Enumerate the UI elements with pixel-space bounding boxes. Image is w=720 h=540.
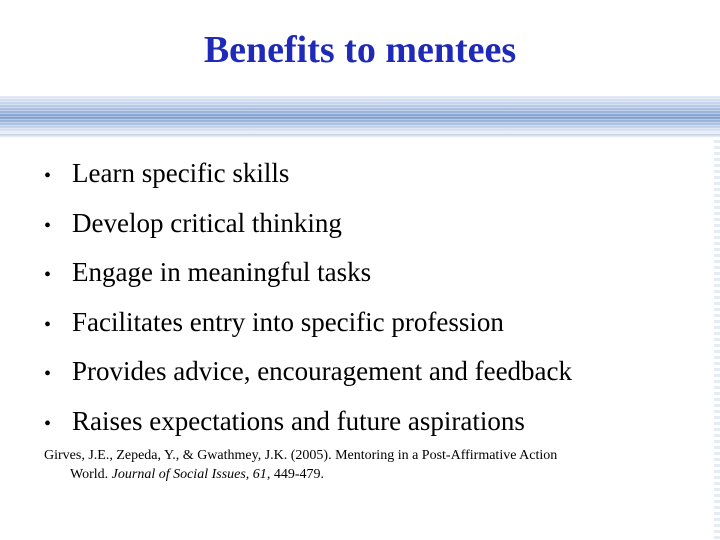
bullet-dot-icon: •	[44, 412, 52, 435]
bullet-text: Provides advice, encouragement and feedback	[72, 356, 573, 386]
slide-title: Benefits to mentees	[203, 29, 517, 71]
bullet-item	[44, 398, 694, 448]
right-edge-decoration	[714, 140, 720, 540]
bullet-item	[44, 150, 694, 200]
bullet-item	[44, 200, 694, 250]
title-bar-stripes	[0, 96, 720, 134]
title-bar-shadow	[0, 134, 720, 138]
bullet-dot-icon: •	[44, 264, 52, 286]
bullet-text: Develop critical thinking	[72, 207, 342, 238]
bullet-dot-icon: •	[44, 165, 52, 187]
citation-line1: Girves, J.E., Zepeda, Y., & Gwathmey, J.K. (2005). Mentoring in a Post-Affirmative Action	[44, 448, 558, 463]
bullet-text: Engage in meaningful tasks	[72, 257, 372, 287]
bullet-dot-icon: •	[44, 313, 52, 336]
bullet-list	[44, 150, 694, 447]
title-decoration-bar	[0, 96, 720, 134]
citation-line2-prefix: World.	[70, 467, 112, 482]
citation-journal: Journal of Social Issues, 61	[111, 467, 267, 482]
bullet-text: Facilitates entry into specific profession	[72, 306, 504, 337]
citation-line2-suffix: , 449-479.	[266, 467, 324, 482]
citation	[44, 446, 684, 484]
bullet-dot-icon: •	[44, 214, 52, 237]
bullet-dot-icon: •	[44, 363, 52, 385]
bullet-text: Learn specific skills	[72, 158, 290, 188]
bullet-item	[44, 348, 694, 398]
bullet-text: Raises expectations and future aspirations	[72, 405, 525, 436]
bullet-item	[44, 249, 694, 299]
bullet-item	[44, 299, 694, 349]
citation-line2	[44, 465, 684, 484]
